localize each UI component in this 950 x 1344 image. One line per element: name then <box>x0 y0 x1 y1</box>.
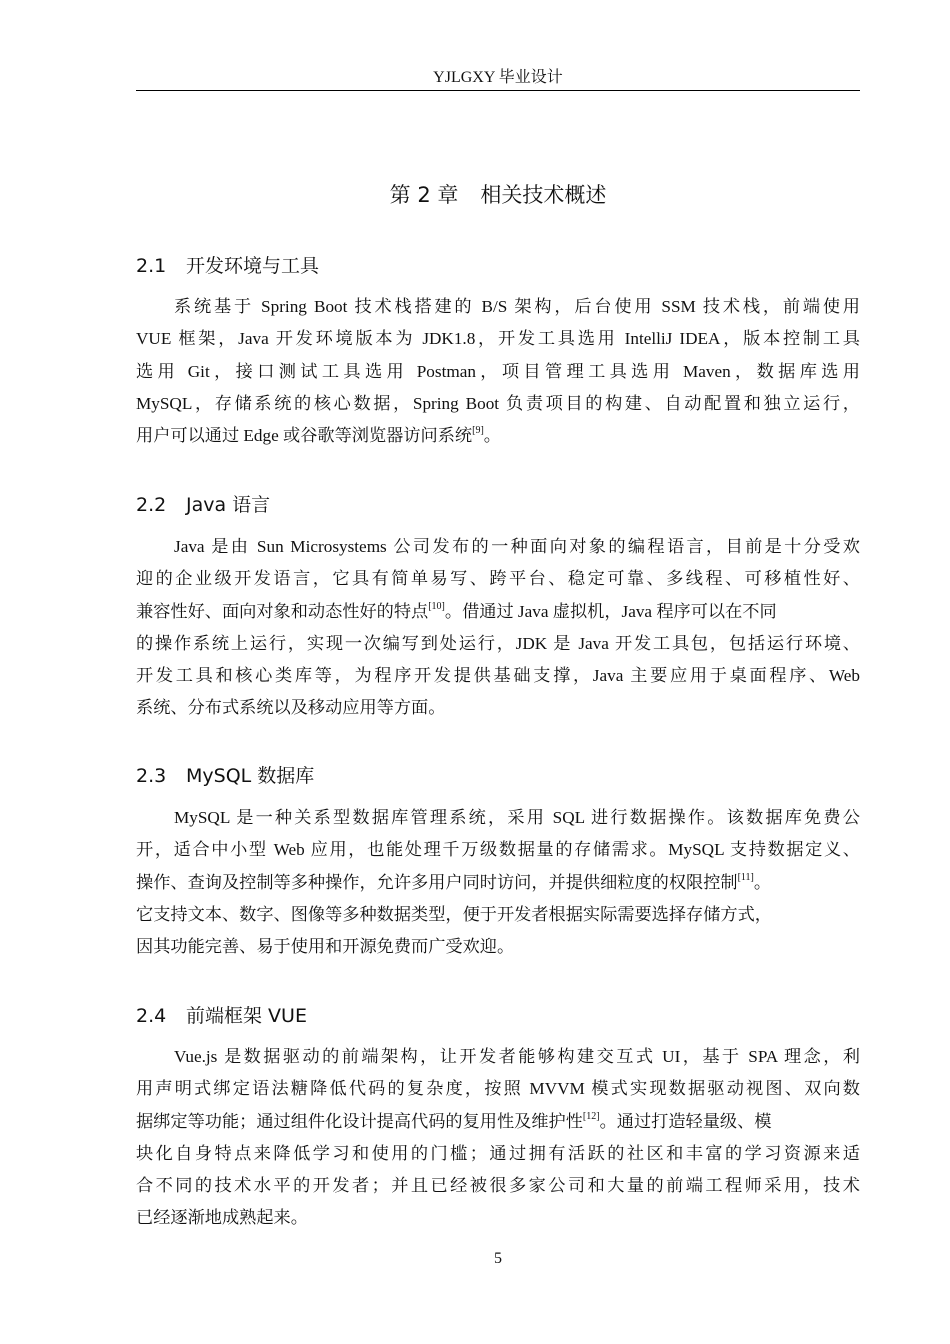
paragraph-line: 开发工具和核心类库等，为程序开发提供基础支撑，Java 主要应用于桌面程序、Web <box>136 666 860 686</box>
line-text: 据绑定等功能；通过组件化设计提高代码的复用性及维护性 <box>136 1111 583 1131</box>
section-title: 开发环境与工具 <box>186 255 320 277</box>
section-2-2-paragraph <box>136 531 860 725</box>
section-number: 2.4 <box>136 1005 167 1027</box>
section-2-1-paragraph <box>136 291 860 452</box>
paragraph-line: MySQL，存储系统的核心数据，Spring Boot 负责项目的构建、自动配置和独立运行， <box>136 393 860 413</box>
paragraph-line: 已经逐渐地成熟起来。 <box>136 1208 308 1228</box>
section-title: Java 语言 <box>186 494 271 516</box>
citation: [10] <box>428 600 445 612</box>
line-text: 兼容性好、面向对象和动态性好的特点 <box>136 601 429 621</box>
paragraph-line <box>136 1106 860 1138</box>
citation: [9] <box>472 425 484 437</box>
chapter-name: 相关技术概述 <box>480 183 607 207</box>
chapter-title <box>136 178 860 212</box>
paragraph-line: 它支持文本、数字、图像等多种数据类型，便于开发者根据实际需要选择存储方式， <box>136 904 772 924</box>
citation: [11] <box>737 871 754 883</box>
paragraph-line: 开，适合中小型 Web 应用，也能处理千万级数据量的存储需求。MySQL 支持数据定义、 <box>136 840 860 860</box>
paragraph-line: 因其功能完善、易于使用和开源免费而广受欢迎。 <box>136 937 515 957</box>
page-header: YJLGXY 毕业设计 <box>433 69 563 86</box>
line-text: 用户可以通过 Edge 或谷歌等浏览器访问系统 <box>136 426 473 446</box>
paragraph-line: 选用 Git，接口测试工具选用 Postman，项目管理工具选用 Maven，数据库选用 <box>136 361 860 381</box>
section-heading-2-1 <box>136 251 860 281</box>
paragraph-line: Java 是由 Sun Microsystems 公司发布的一种面向对象的编程语言，目前是十分受欢 <box>174 537 860 556</box>
paragraph-line: MySQL 是一种关系型数据库管理系统，采用 SQL 进行数据操作。该数据库免费公 <box>174 808 860 827</box>
section-number: 2.3 <box>136 765 167 787</box>
citation: [12] <box>582 1110 600 1122</box>
paragraph-line: 的操作系统上运行，实现一次编写到处运行，JDK 是 Java 开发工具包，包括运行环境、 <box>136 633 860 653</box>
line-text: 。 <box>753 872 772 892</box>
paragraph-line: 合不同的技术水平的开发者；并且已经被很多家公司和大量的前端工程师采用，技术 <box>136 1176 860 1196</box>
paragraph-line: 系统基于 Spring Boot 技术栈搭建的 B/S 架构，后台使用 SSM 技术栈，前端使用 <box>174 297 860 316</box>
paragraph-line: 迎的企业级开发语言，它具有简单易写、跨平台、稳定可靠、多线程、可移植性好、 <box>136 569 860 589</box>
paragraph-line: 块化自身特点来降低学习和使用的门槛；通过拥有活跃的社区和丰富的学习资源来适 <box>136 1143 860 1163</box>
section-number: 2.2 <box>136 494 167 516</box>
paragraph-line: VUE 框架，Java 开发环境版本为 JDK1.8，开发工具选用 IntelliJ IDEA，版本控制工具 <box>136 329 860 349</box>
section-heading-2-2 <box>136 490 860 520</box>
paragraph-line: 用声明式绑定语法糖降低代码的复杂度，按照 MVVM 模式实现数据驱动视图、双向数 <box>136 1079 860 1099</box>
page-number: 5 <box>494 1250 502 1267</box>
paragraph-line: 系统、分布式系统以及移动应用等方面。 <box>136 698 446 718</box>
line-text: 。 <box>483 426 501 446</box>
header-rule <box>136 90 860 91</box>
paragraph-line <box>136 867 860 899</box>
paragraph-line <box>136 596 860 628</box>
section-title: MySQL 数据库 <box>186 765 315 787</box>
line-text: 操作、查询及控制等多种操作，允许多用户同时访问，并提供细粒度的权限控制 <box>136 872 738 892</box>
section-heading-2-4 <box>136 1001 860 1031</box>
paragraph-line: Vue.js 是数据驱动的前端架构，让开发者能够构建交互式 UI，基于 SPA 理念，利 <box>174 1047 860 1066</box>
line-text: 。通过打造轻量级、模 <box>599 1111 772 1131</box>
section-heading-2-3 <box>136 761 860 791</box>
section-2-3-paragraph <box>136 802 860 963</box>
line-text: 。借通过 Java 虚拟机，Java 程序可以在不同 <box>444 601 777 621</box>
section-number: 2.1 <box>136 255 167 277</box>
section-2-4-paragraph <box>136 1041 860 1235</box>
chapter-number: 第 2 章 <box>389 183 459 207</box>
paragraph-line <box>136 420 860 452</box>
section-title: 前端框架 VUE <box>186 1005 307 1027</box>
